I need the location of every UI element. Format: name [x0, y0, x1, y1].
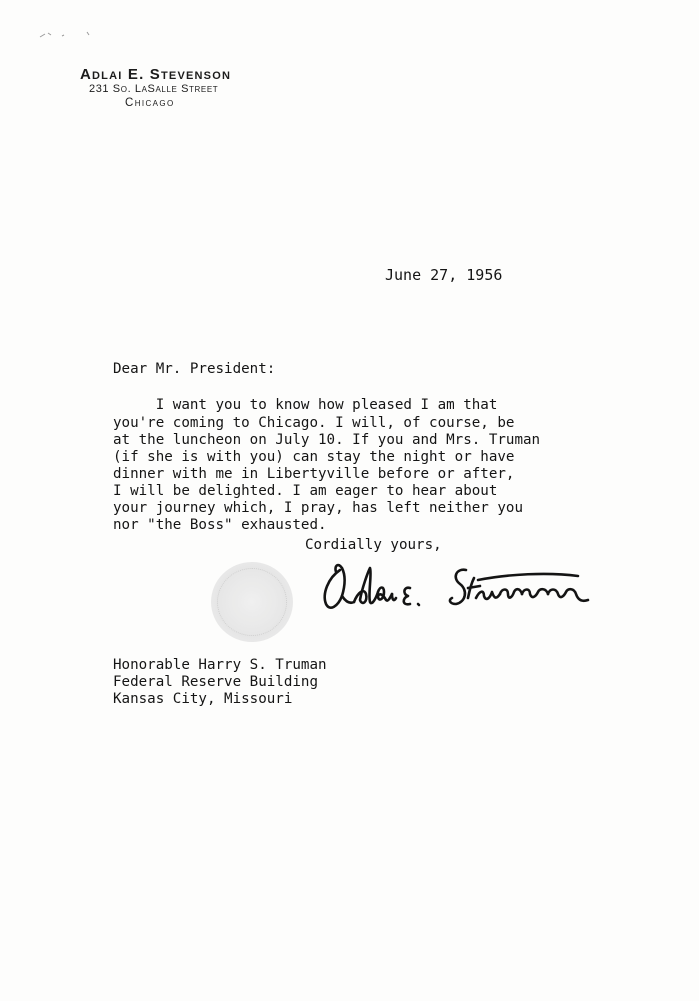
body-line: dinner with me in Libertyville before or after,	[113, 466, 515, 482]
body-line: your journey which, I pray, has left neither you	[113, 500, 523, 516]
closing: Cordially yours,	[305, 537, 442, 553]
stamp-text	[225, 590, 281, 596]
body-line: I want you to know how pleased I am that	[113, 397, 498, 413]
letterhead-name: Adlai E. Stevenson	[80, 66, 232, 83]
recipient-line: Federal Reserve Building	[113, 674, 318, 690]
body-line: I will be delighted. I am eager to hear about	[113, 483, 498, 499]
library-stamp	[211, 562, 293, 642]
handwritten-signature	[318, 558, 608, 628]
recipient-line: Honorable Harry S. Truman	[113, 657, 327, 673]
salutation: Dear Mr. President:	[113, 361, 276, 377]
body-line: you're coming to Chicago. I will, of course, be	[113, 415, 515, 431]
body-line: nor "the Boss" exhausted.	[113, 517, 327, 533]
letterhead-street: 231 So. LaSalle Street	[89, 83, 219, 95]
body-line: at the luncheon on July 10. If you and Mrs. Truman	[113, 432, 541, 448]
letter-date: June 27, 1956	[385, 266, 503, 284]
letterhead-city: Chicago	[125, 97, 175, 109]
body-line: (if she is with you) can stay the night or have	[113, 449, 515, 465]
stamp-ring	[217, 568, 287, 636]
recipient-line: Kansas City, Missouri	[113, 691, 293, 707]
